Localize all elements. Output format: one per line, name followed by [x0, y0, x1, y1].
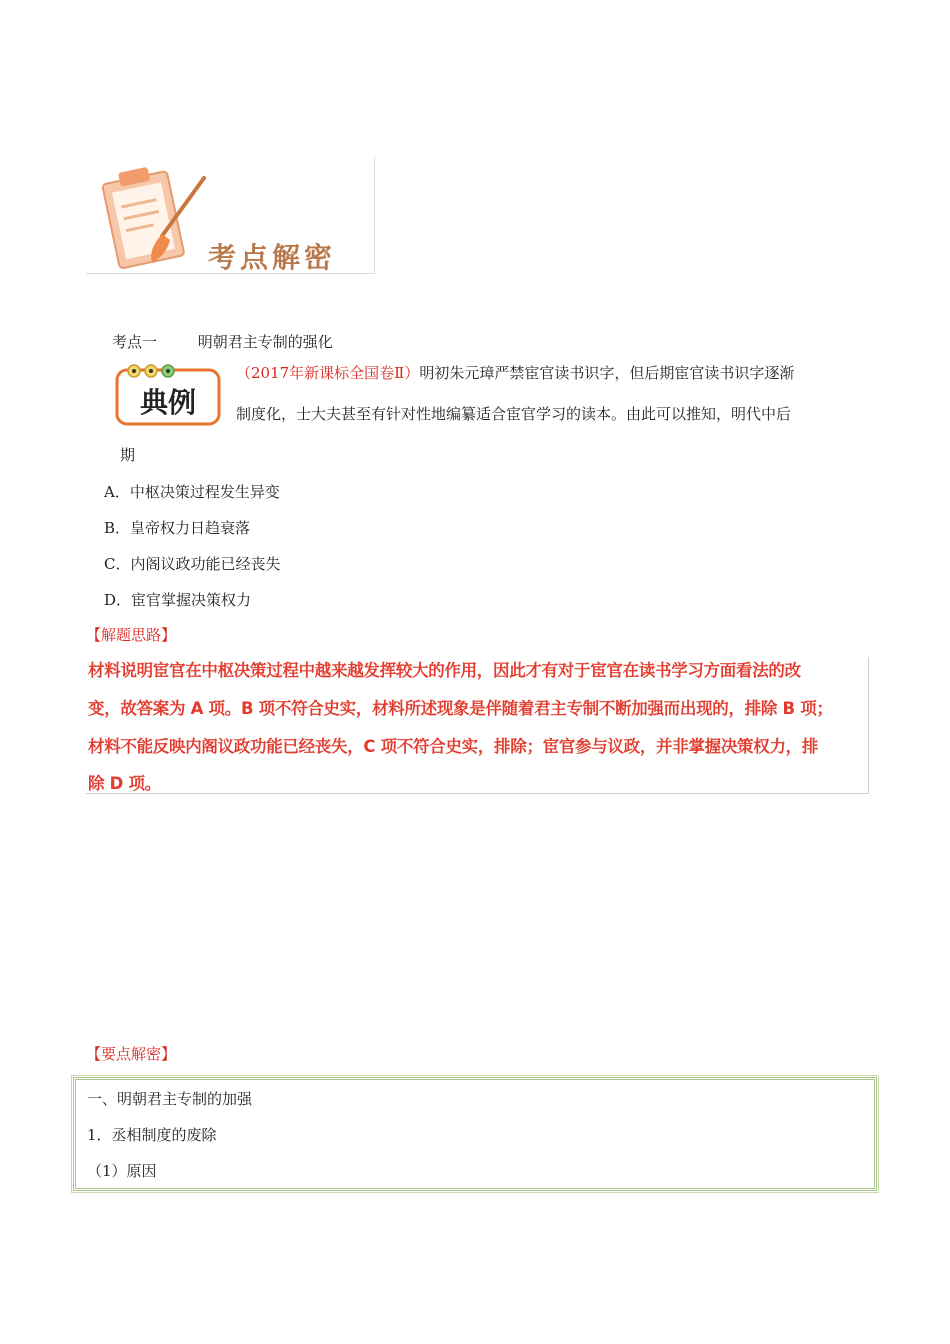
key-point-line-1: 一、明朝君主专制的加强	[87, 1090, 253, 1108]
analysis-heading: 【解题思路】	[86, 626, 177, 644]
analysis-line-3: 材料不能反映内阁议政功能已经丧失，C 项不符合史实，排除；宦官参与议政，并非掌握决策权力，排	[88, 737, 819, 756]
key-point-line-3: （1）原因	[87, 1162, 157, 1180]
question-line-2: 制度化，士大夫甚至有针对性地编纂适合宦官学习的读本。由此可以推知，明代中后	[236, 405, 792, 423]
question-line-1	[236, 363, 794, 383]
example-badge-icon	[114, 360, 222, 428]
option-b[interactable]: B．皇帝权力日趋衰落	[104, 519, 251, 537]
option-c[interactable]: C．内阁议政功能已经丧失	[104, 555, 281, 573]
option-a[interactable]: A．中枢决策过程发生异变	[104, 483, 280, 501]
key-point-line-2: 1．丞相制度的废除	[87, 1126, 217, 1144]
analysis-line-1: 材料说明宦官在中枢决策过程中越来越发挥较大的作用，因此才有对于宦官在读书学习方面看法的改	[88, 661, 801, 680]
clipboard-brush-icon	[92, 158, 212, 272]
banner-title: 考点解密	[208, 241, 337, 274]
option-d[interactable]: D．宦官掌握决策权力	[104, 591, 252, 609]
section-title	[112, 331, 333, 352]
key-points-heading: 【要点解密】	[86, 1045, 177, 1063]
section-number: 考点一	[112, 333, 158, 351]
question-text-1: 明初朱元璋严禁宦官读书识字，但后期宦官读书识字逐渐	[419, 364, 795, 382]
analysis-line-2: 变，故答案为 A 项。B 项不符合史实，材料所述现象是伴随着君主专制不断加强而出现的，排除 B 项；	[88, 699, 833, 718]
analysis-line-4: 除 D 项。	[88, 774, 161, 793]
section-title-text: 明朝君主专制的强化	[197, 333, 333, 351]
example-badge-label: 典例	[139, 386, 197, 419]
question-source: （2017年新课标全国卷Ⅱ）	[236, 364, 420, 382]
question-line-3: 期	[120, 446, 136, 464]
